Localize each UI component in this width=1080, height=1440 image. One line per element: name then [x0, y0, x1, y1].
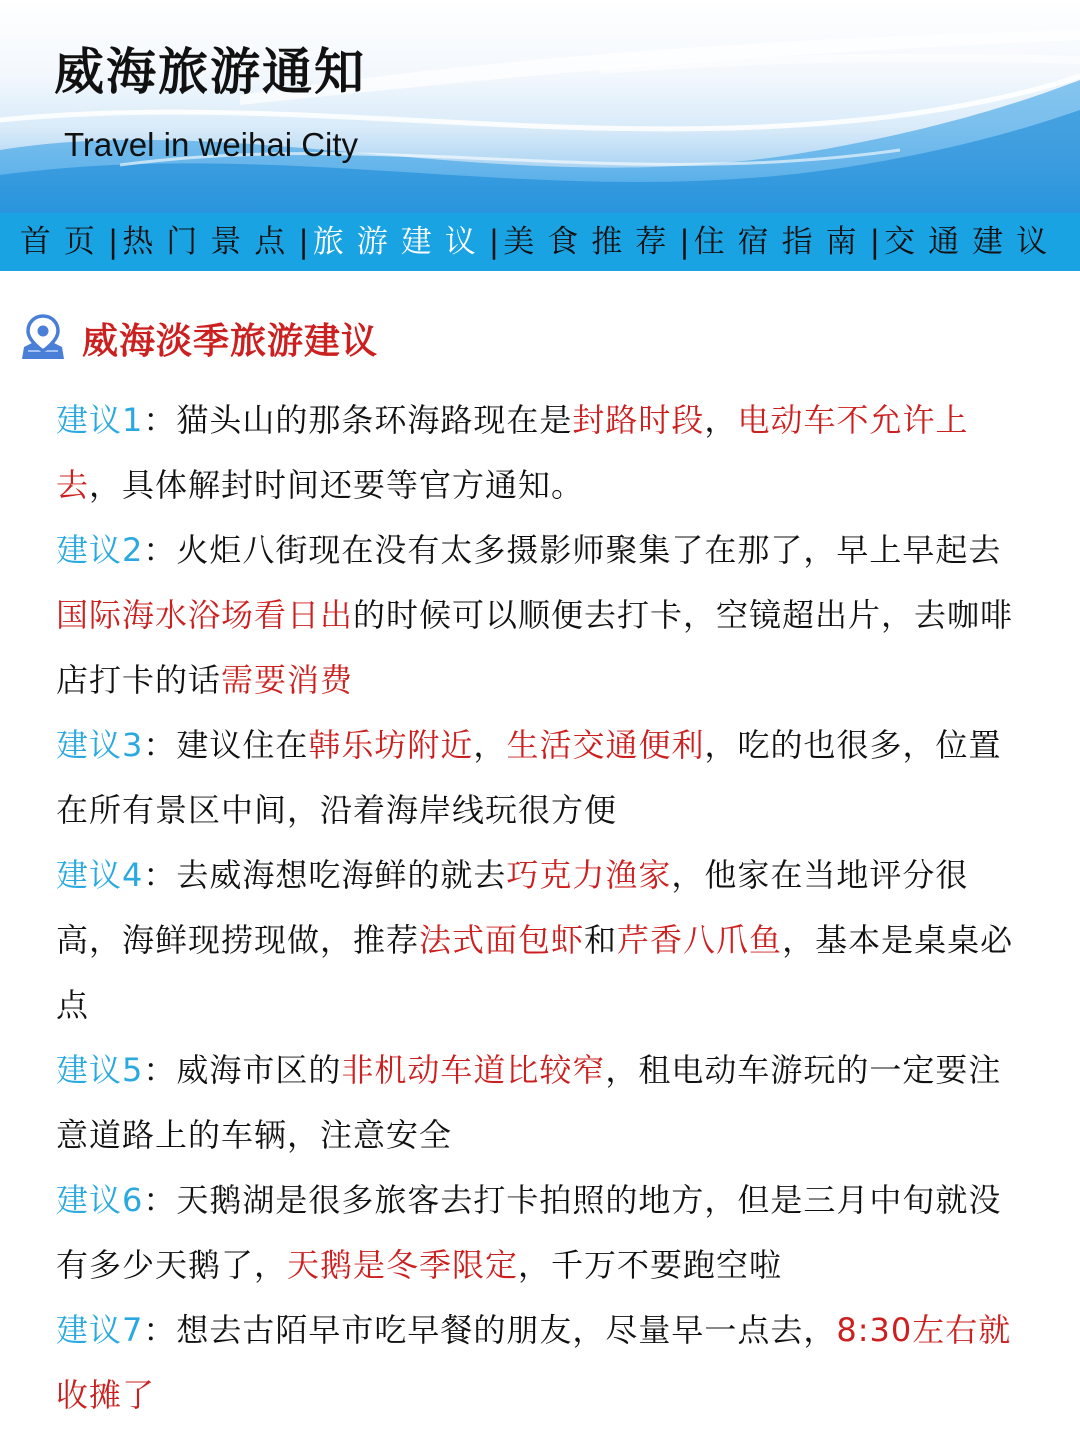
tip-colon: ：	[143, 1051, 177, 1089]
tip-text: ，	[473, 726, 507, 764]
tip-highlight: 非机动车道比较窄	[341, 1051, 606, 1089]
tip-text: 火炬八街现在没有太多摄影师聚集了在那了，早上早起去	[176, 531, 1002, 569]
tip-text: ，租电动车游玩的一定要注意道路上的车辆，注意安全	[56, 1051, 1002, 1154]
tip-highlight: 需要消费	[221, 661, 354, 699]
tip-text: ，基本是桌桌必点	[56, 921, 1014, 1024]
tip-text: ，吃的也很多，位置在所有景区中间，沿着海岸线玩很方便	[56, 726, 1002, 829]
tip-text: 天鹅湖是很多旅客去打卡拍照的地方，但是三月中旬就没有多少天鹅了，	[56, 1181, 1002, 1284]
tip-colon: ：	[143, 1181, 177, 1219]
tip-text: 猫头山的那条环海路现在是	[176, 401, 573, 439]
nav-separator: |	[298, 224, 309, 260]
tip-label: 建议6	[56, 1181, 144, 1219]
map-pin-icon	[18, 313, 68, 363]
tip-label: 建议1	[56, 401, 144, 439]
tip-text: 的时候可以顺便去打卡，空镜超出片，去咖啡店打卡的话	[56, 596, 1014, 699]
tip-colon: ：	[143, 531, 177, 569]
tip-text: 去威海想吃海鲜的就去	[176, 856, 507, 894]
tip-item	[56, 1168, 1024, 1298]
tip-label: 建议5	[56, 1051, 144, 1089]
tip-label: 建议2	[56, 531, 144, 569]
tip-item	[56, 388, 1024, 518]
tip-colon: ：	[143, 401, 177, 439]
nav-separator: |	[488, 224, 500, 260]
tip-text: 和	[584, 921, 618, 959]
tip-highlight: 国际海水浴场看日出	[56, 596, 354, 634]
tip-label: 建议4	[56, 856, 144, 894]
tip-text: ，他家在当地评分很高，海鲜现捞现做，推荐	[56, 856, 969, 959]
tip-text: 威海市区的	[176, 1051, 342, 1089]
tip-highlight: 法式面包虾	[419, 921, 585, 959]
tip-highlight: 芹香八爪鱼	[617, 921, 783, 959]
tip-highlight: 韩乐坊附近	[308, 726, 474, 764]
site-title: 威海旅游通知	[54, 43, 366, 101]
tip-label: 建议7	[56, 1311, 144, 1349]
site-subtitle: Travel in weihai City	[64, 126, 359, 163]
tip-text: ，具体解封时间还要等官方通知。	[89, 466, 585, 504]
nav-separator: |	[107, 224, 119, 260]
nav-item-2[interactable]: 热门景点	[122, 224, 299, 260]
tip-item	[56, 713, 1024, 843]
tip-item	[56, 843, 1024, 1038]
tip-highlight: 封路时段	[572, 401, 705, 439]
tip-text: ，千万不要跑空啦	[518, 1246, 783, 1284]
tip-text: ，	[704, 401, 738, 439]
nav-item-4[interactable]: 美食推荐	[503, 224, 680, 260]
nav-item-3[interactable]: 旅游建议	[312, 224, 489, 260]
tip-item	[56, 518, 1024, 713]
tip-colon: ：	[143, 1311, 177, 1349]
section-title: 威海淡季旅游建议	[82, 320, 379, 362]
section-heading	[18, 308, 378, 368]
tip-label: 建议3	[56, 726, 144, 764]
wave-background	[0, 0, 1080, 213]
nav-separator: |	[869, 224, 881, 260]
tips-list	[56, 388, 1024, 1428]
main-nav	[0, 213, 1080, 271]
tip-highlight: 电动车不允许上去	[56, 401, 969, 504]
nav-item-6[interactable]: 交通建议	[884, 224, 1061, 260]
tip-item	[56, 1298, 1024, 1428]
nav-item-1[interactable]: 首页	[19, 224, 108, 260]
tip-colon: ：	[143, 856, 177, 894]
tip-highlight: 生活交通便利	[506, 726, 705, 764]
tip-colon: ：	[143, 726, 177, 764]
tip-highlight: 天鹅是冬季限定	[287, 1246, 519, 1284]
tip-highlight: 8:30左右就收摊了	[56, 1311, 1012, 1414]
tip-highlight: 巧克力渔家	[506, 856, 672, 894]
nav-item-5[interactable]: 住宿指南	[693, 224, 870, 260]
header-banner	[0, 0, 1080, 213]
nav-separator: |	[679, 224, 690, 260]
tip-item	[56, 1038, 1024, 1168]
tip-text: 想去古陌早市吃早餐的朋友，尽量早一点去，	[176, 1311, 837, 1349]
tip-text: 建议住在	[176, 726, 309, 764]
